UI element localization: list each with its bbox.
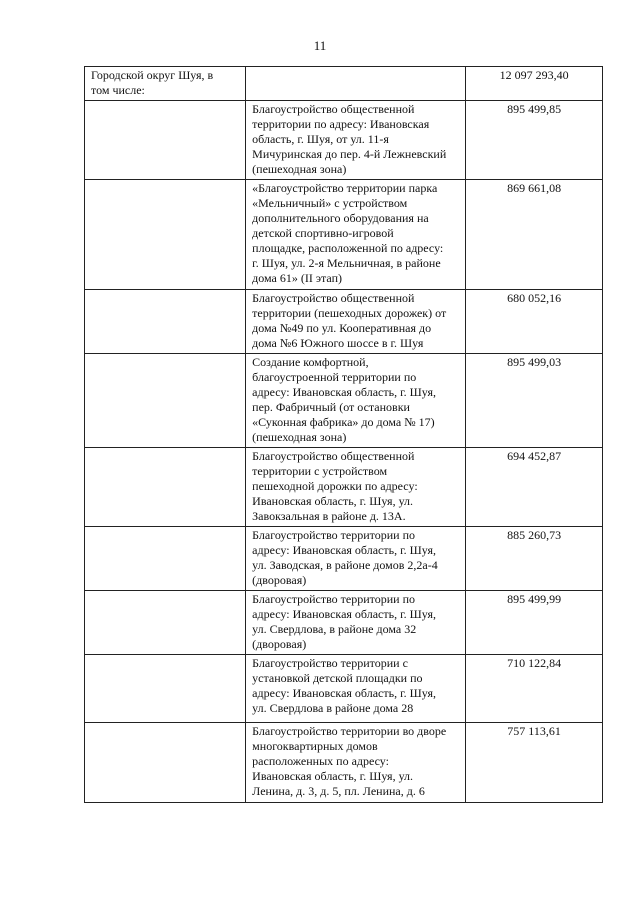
- amount-cell: 869 661,08: [466, 180, 603, 290]
- description-line: адресу: Ивановская область, г. Шуя,: [252, 543, 436, 557]
- description-cell: [246, 655, 466, 723]
- description-line: Мичуринская до пер. 4-й Лежневский: [252, 147, 447, 161]
- description-line: Благоустройство территории по: [252, 528, 416, 542]
- description-line: (дворовая): [252, 573, 307, 587]
- description-line: Ивановская область, г. Шуя, ул.: [252, 494, 414, 508]
- description-cell: [246, 290, 466, 354]
- table-row: [85, 180, 603, 290]
- table-row: [85, 655, 603, 723]
- description-cell: [246, 448, 466, 527]
- description-line: пешеходной дорожки по адресу:: [252, 479, 418, 493]
- description-line: область, г. Шуя, от ул. 11-я: [252, 132, 389, 146]
- description-line: установкой детской площадки по: [252, 671, 423, 685]
- table-row: [85, 67, 603, 101]
- description-line: площадке, расположенной по адресу:: [252, 241, 444, 255]
- description-line: адресу: Ивановская область, г. Шуя,: [252, 385, 436, 399]
- description-line: расположенных по адресу:: [252, 754, 389, 768]
- description-cell: [246, 527, 466, 591]
- description-line: Благоустройство территории по: [252, 592, 416, 606]
- amount-cell: 757 113,61: [466, 723, 603, 803]
- description-line: г. Шуя, ул. 2-я Мельничная, в районе: [252, 256, 441, 270]
- description-line: дома №6 Южного шоссе в г. Шуя: [252, 336, 424, 350]
- table-row: [85, 354, 603, 448]
- description-line: «Мельничный» с устройством: [252, 196, 408, 210]
- area-cell: [85, 290, 246, 354]
- area-cell: [85, 591, 246, 655]
- description-line: «Благоустройство территории парка: [252, 181, 438, 195]
- area-cell: [85, 448, 246, 527]
- amount-cell: 710 122,84: [466, 655, 603, 723]
- amount-cell: 895 499,03: [466, 354, 603, 448]
- amount-cell: 12 097 293,40: [466, 67, 603, 101]
- description-line: многоквартирных домов: [252, 739, 378, 753]
- area-line: том числе:: [91, 83, 145, 97]
- amount-cell: 885 260,73: [466, 527, 603, 591]
- description-cell: [246, 180, 466, 290]
- budget-table: [84, 66, 603, 803]
- description-line: Создание комфортной,: [252, 355, 369, 369]
- area-cell: [85, 101, 246, 180]
- amount-cell: 680 052,16: [466, 290, 603, 354]
- budget-table-body: [85, 67, 603, 803]
- area-cell: [85, 67, 246, 101]
- table-row: [85, 527, 603, 591]
- area-cell: [85, 180, 246, 290]
- table-row: [85, 591, 603, 655]
- description-line: ул. Свердлова, в районе дома 32: [252, 622, 417, 636]
- description-line: Ивановская область, г. Шуя, ул.: [252, 769, 414, 783]
- area-cell: [85, 723, 246, 803]
- area-line: Городской округ Шуя, в: [91, 68, 214, 82]
- area-cell: [85, 354, 246, 448]
- table-row: [85, 723, 603, 803]
- description-line: «Суконная фабрика» до дома № 17): [252, 415, 435, 429]
- amount-cell: 895 499,85: [466, 101, 603, 180]
- description-line: ул. Свердлова в районе дома 28: [252, 701, 414, 715]
- description-line: территории по адресу: Ивановская: [252, 117, 430, 131]
- description-line: Благоустройство территории во дворе: [252, 724, 447, 738]
- description-line: (пешеходная зона): [252, 162, 347, 176]
- description-line: Завокзальная в районе д. 13А.: [252, 509, 406, 523]
- description-cell: [246, 591, 466, 655]
- area-cell: [85, 655, 246, 723]
- description-line: Благоустройство общественной: [252, 449, 415, 463]
- description-line: пер. Фабричный (от остановки: [252, 400, 410, 414]
- amount-cell: 694 452,87: [466, 448, 603, 527]
- description-line: дома №49 по ул. Кооперативная до: [252, 321, 432, 335]
- description-cell: [246, 67, 466, 101]
- description-cell: [246, 101, 466, 180]
- description-line: (пешеходная зона): [252, 430, 347, 444]
- description-line: адресу: Ивановская область, г. Шуя,: [252, 607, 436, 621]
- description-line: территории с устройством: [252, 464, 388, 478]
- description-cell: [246, 354, 466, 448]
- description-line: детской спортивно-игровой: [252, 226, 394, 240]
- description-line: дополнительного оборудования на: [252, 211, 429, 225]
- description-line: Благоустройство общественной: [252, 102, 415, 116]
- table-row: [85, 448, 603, 527]
- description-line: Ленина, д. 3, д. 5, пл. Ленина, д. 6: [252, 784, 425, 798]
- description-cell: [246, 723, 466, 803]
- description-line: дома 61» (II этап): [252, 271, 343, 285]
- amount-cell: 895 499,99: [466, 591, 603, 655]
- description-line: адресу: Ивановская область, г. Шуя,: [252, 686, 436, 700]
- description-line: (дворовая): [252, 637, 307, 651]
- page-number: 11: [313, 38, 327, 53]
- table-row: [85, 290, 603, 354]
- description-line: благоустроенной территории по: [252, 370, 417, 384]
- area-cell: [85, 527, 246, 591]
- description-line: ул. Заводская, в районе домов 2,2а-4: [252, 558, 438, 572]
- description-line: территории (пешеходных дорожек) от: [252, 306, 447, 320]
- description-line: Благоустройство общественной: [252, 291, 415, 305]
- table-row: [85, 101, 603, 180]
- description-line: Благоустройство территории с: [252, 656, 408, 670]
